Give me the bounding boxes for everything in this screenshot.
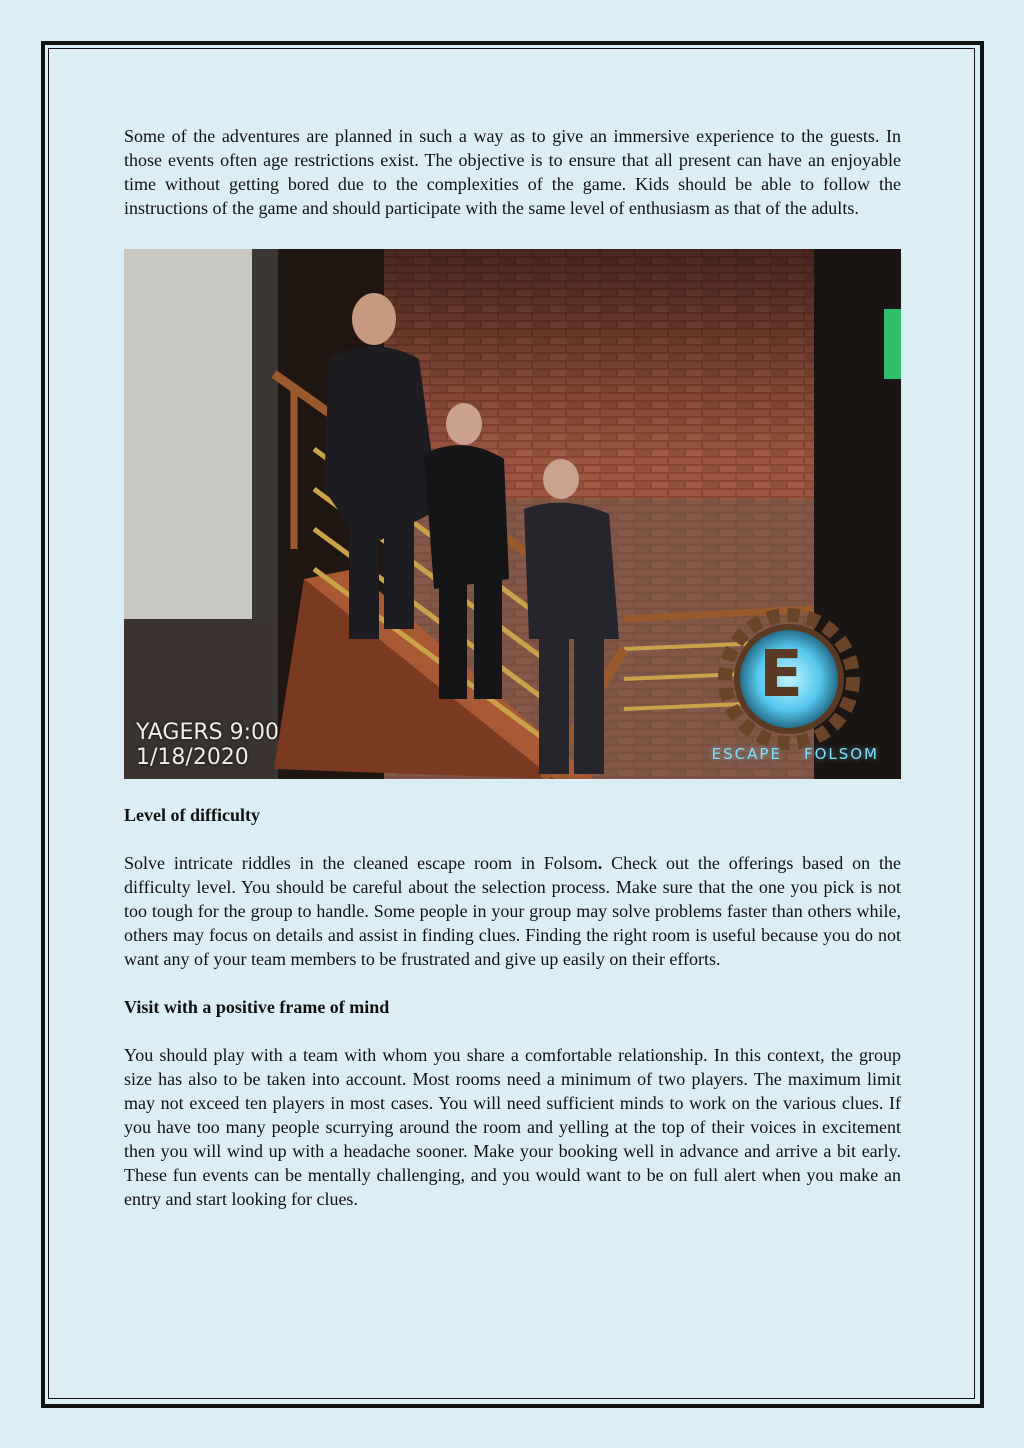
caption-line-1: YAGERS 9:00 <box>136 720 279 745</box>
escape-room-photo <box>124 249 901 779</box>
difficulty-text-rest: Check out the offerings based on the difficulty level. You should be careful about the selection process. Make sure that the one you pick is not too tough for the group to handle. Some people in your group may solve problems faster than others while, others may focus on details and assist in finding clues. Finding the right room is useful because you do not want any of your team members to be frustrated and give up easily on their efforts. <box>124 853 901 969</box>
intro-paragraph: Some of the adventures are planned in such a way as to give an immersive experience to the guests. In those events often age restrictions exist. The objective is to ensure that all present can have an enjoyable time without getting bored due to the complexities of the game. Kids should be able to follow the instructions of the game and should participate with the same level of enthusiasm as that of the adults. <box>124 126 901 218</box>
positive-frame-paragraph: You should play with a team with whom you share a comfortable relationship. In this context, the group size has also to be taken into account. Most rooms need a minimum of two players. The maximum limit may not exceed ten players in most cases. You will need sufficient minds to work on the various clues. If you have too many people scurrying around the room and yelling at the top of their voices in excitement then you will wind up with a headache sooner. Make your booking well in advance and arrive a bit early. These fun events can be mentally challenging, and you would want to be on full alert when you make an entry and start looking for clues. <box>124 1045 901 1209</box>
logo-wordmark <box>712 745 879 763</box>
page-content <box>124 124 901 1211</box>
heading-positive-frame-of-mind: Visit with a positive frame of mind <box>124 997 390 1017</box>
difficulty-paragraph <box>124 851 901 971</box>
difficulty-text-start: Solve intricate riddles in the cleaned escape room in Folsom <box>124 853 598 873</box>
caption-line-2: 1/18/2020 <box>136 745 249 770</box>
photo-caption <box>136 720 279 770</box>
logo-word-folsom: FOLSOM <box>803 745 879 763</box>
difficulty-bold-period: . <box>597 853 603 873</box>
logo-word-escape: ESCAPE <box>711 745 782 763</box>
heading-level-of-difficulty: Level of difficulty <box>124 805 260 825</box>
logo-letter: E <box>759 638 803 712</box>
